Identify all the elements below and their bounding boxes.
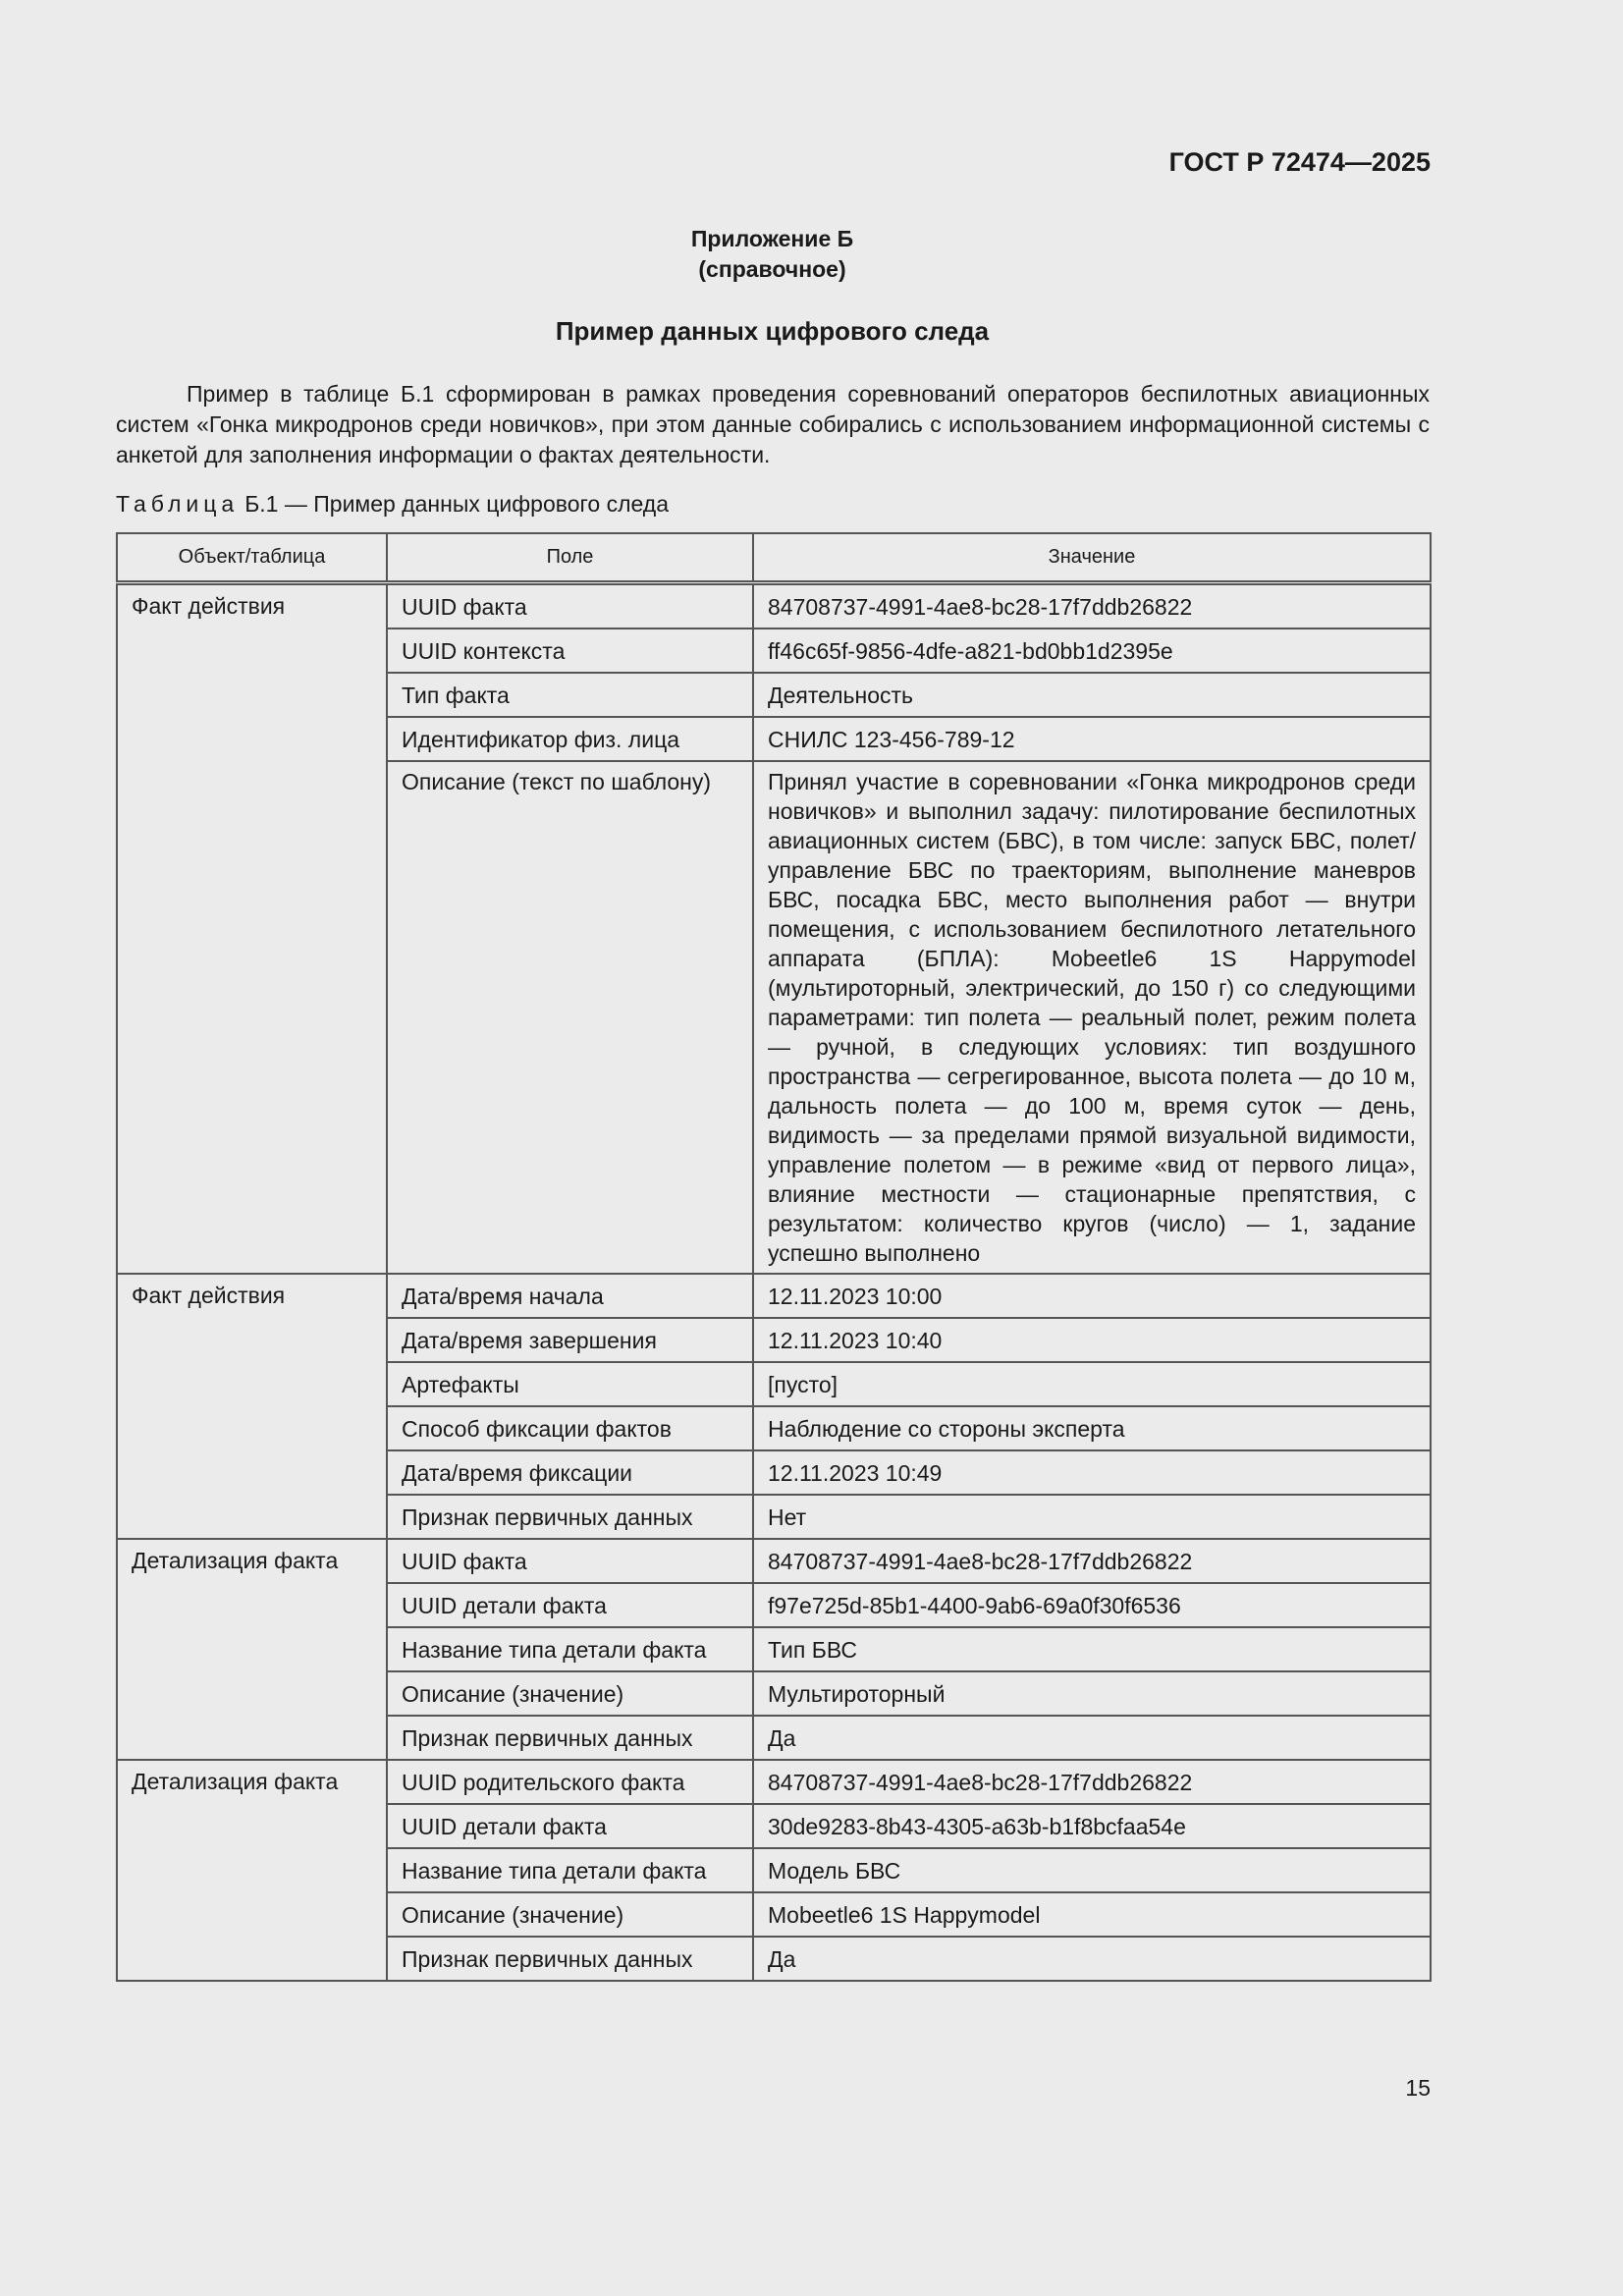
value-cell: 12.11.2023 10:49 [753,1450,1431,1495]
value-cell: f97e725d-85b1-4400-9ab6-69a0f30f6536 [753,1583,1431,1627]
field-cell: Идентификатор физ. лица [387,717,753,761]
table-row [117,1274,1431,1318]
value-cell: 12.11.2023 10:00 [753,1274,1431,1318]
table-row [117,1760,1431,1804]
field-cell: UUID родительского факта [387,1760,753,1804]
table-caption-text: Б.1 — Пример данных цифрового следа [244,491,669,517]
field-cell: Описание (значение) [387,1892,753,1937]
object-cell: Детализация факта [117,1539,387,1760]
field-cell: Дата/время фиксации [387,1450,753,1495]
field-cell: Описание (значение) [387,1671,753,1716]
field-cell: Признак первичных данных [387,1716,753,1760]
value-cell: Да [753,1716,1431,1760]
value-cell: Нет [753,1495,1431,1539]
field-cell: Признак первичных данных [387,1937,753,1981]
table-header-row [117,533,1431,583]
value-cell: СНИЛС 123-456-789-12 [753,717,1431,761]
field-cell: UUID детали факта [387,1583,753,1627]
field-cell: UUID контекста [387,629,753,673]
digital-trace-table [116,532,1432,1982]
value-cell: ff46c65f-9856-4dfe-a821-bd0bb1d2395e [753,629,1431,673]
page-number: 15 [1405,2075,1431,2101]
table-row [117,583,1431,629]
field-cell: UUID детали факта [387,1804,753,1848]
field-cell: Тип факта [387,673,753,717]
value-cell: 84708737-4991-4ae8-bc28-17f7ddb26822 [753,1760,1431,1804]
section-title: Пример данных цифрового следа [555,316,990,346]
field-cell: Дата/время завершения [387,1318,753,1362]
value-cell: Тип БВС [753,1627,1431,1671]
value-cell: 12.11.2023 10:40 [753,1318,1431,1362]
table-row [117,1539,1431,1583]
header-value: Значение [753,533,1431,583]
value-cell: Наблюдение со стороны эксперта [753,1406,1431,1450]
field-cell: UUID факта [387,583,753,629]
header-field: Поле [387,533,753,583]
field-cell: Название типа детали факта [387,1848,753,1892]
object-cell: Детализация факта [117,1760,387,1981]
header-object: Объект/таблица [117,533,387,583]
appendix-title: Приложение Б [690,226,854,251]
appendix-subtitle: (справочное) [698,256,846,282]
object-cell: Факт действия [117,583,387,1275]
field-cell: Артефакты [387,1362,753,1406]
table-caption-prefix: Таблица [116,491,240,517]
table-caption [116,491,669,518]
field-cell: UUID факта [387,1539,753,1583]
value-cell: Деятельность [753,673,1431,717]
value-cell: Да [753,1937,1431,1981]
field-cell: Дата/время начала [387,1274,753,1318]
field-cell: Признак первичных данных [387,1495,753,1539]
document-code: ГОСТ Р 72474—2025 [1168,147,1431,177]
value-cell: 84708737-4991-4ae8-bc28-17f7ddb26822 [753,1539,1431,1583]
value-cell: Mobeetle6 1S Happymodel [753,1892,1431,1937]
value-cell: Мультироторный [753,1671,1431,1716]
value-cell: 30de9283-8b43-4305-a63b-b1f8bcfaa54e [753,1804,1431,1848]
object-cell: Факт действия [117,1274,387,1539]
field-cell: Описание (текст по шаблону) [387,761,753,1274]
value-cell: 84708737-4991-4ae8-bc28-17f7ddb26822 [753,583,1431,629]
value-cell: Модель БВС [753,1848,1431,1892]
field-cell: Способ фиксации фактов [387,1406,753,1450]
appendix-heading [0,224,1544,285]
intro-paragraph: Пример в таблице Б.1 сформирован в рамках проведения соревнований операторов беспилотных авиационных систем «Гонка микродронов среди новичков», при этом данные собирались с использованием информационной системы с анкетой для заполнения информации о фактах деятельности. [116,381,1430,467]
value-cell: [пусто] [753,1362,1431,1406]
description-cell: Принял участие в соревновании «Гонка микродронов среди новичков» и выполнил задачу: пилотирование беспилотных авиационных систем (БВС), в том числе: запуск БВС, полет/управление БВС по траекториям, выполнение маневров БВС, посадка БВС, место выполнения работ — внутри помещения, с использованием беспилотного летательного аппарата (БПЛА): Mobeetle6 1S Happymodel (мультироторный, электрический, до 150 г) со следующими параметрами: тип полета — реальный полет, режим полета — ручной, в следующих условиях: тип воздушного пространства — сегрегированное, высота полета — до 10 м, дальность полета — до 100 м, время суток — день, видимость — за пределами прямой визуальной видимости, управление полетом — в режиме «вид от первого лица», влияние местности — стационарные препятствия, с результатом: количество кругов (число) — 1, задание успешно выполнено [753,761,1431,1274]
field-cell: Название типа детали факта [387,1627,753,1671]
